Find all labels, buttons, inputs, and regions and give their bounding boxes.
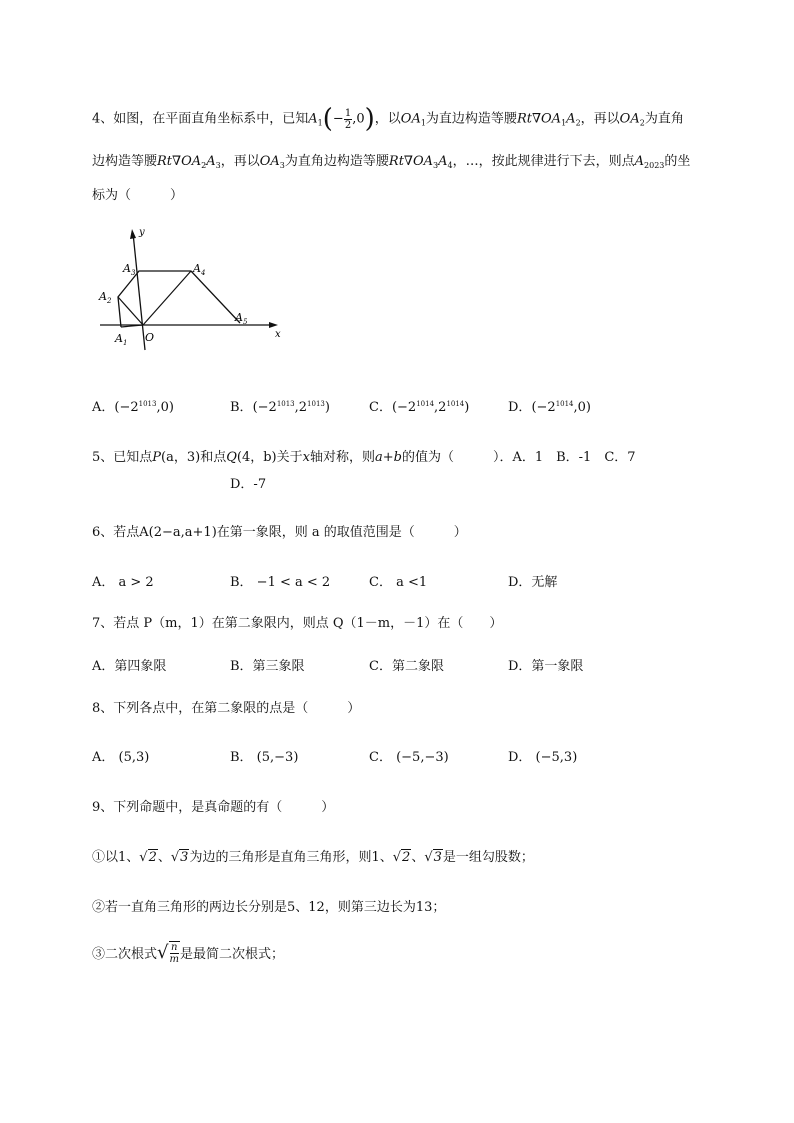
q4-option-d: [508, 396, 591, 415]
sub-a2023: 2023: [644, 161, 665, 170]
tri2-a: A: [206, 154, 216, 169]
paren-close: ): [364, 104, 375, 134]
q7-option-c: C．第二象限: [369, 659, 444, 674]
q5-p-args: (a，3)和点: [161, 450, 227, 465]
q4-line1-mid2: 为直边构造等腰: [425, 111, 517, 127]
s1-pre: ①以1、: [92, 850, 140, 865]
q8-option-d: D． (−5,3): [508, 750, 578, 765]
q5-mid: 轴对称，则: [309, 450, 375, 465]
point-q: Q: [226, 450, 237, 465]
opt-exp2: 1013: [307, 400, 325, 408]
tri2-s1: 2: [201, 161, 207, 170]
q4-line2-mid2: 为直角边构造等腰: [284, 154, 389, 169]
opt-exp: 1013: [276, 400, 295, 408]
q8-option-c: C． (−5,−3): [369, 750, 449, 765]
spiral-path: [118, 271, 240, 327]
sub-oa1: 1: [420, 118, 426, 128]
q4-line2-mid: ，再以: [220, 154, 260, 169]
q4-line1-mid: ，以: [374, 111, 401, 127]
label-a2-sub: 2: [107, 297, 112, 305]
coord-tail: ,0: [352, 111, 365, 127]
s1-sep2: 、: [411, 850, 425, 865]
opt-exp: 1013: [138, 400, 157, 408]
label-a2: A: [99, 290, 107, 303]
sub-oa3: 3: [279, 161, 285, 170]
q5-option-d: D．-7: [230, 477, 267, 492]
q5-line1: [92, 446, 636, 465]
q4-line2: [92, 150, 690, 170]
tri3-s2: 4: [447, 161, 453, 170]
q7-stem: 7、若点 P（m，1）在第二象限内，则点 Q（1－m，－1）在（ ）: [92, 616, 503, 631]
opt-tail: ,0): [156, 400, 174, 415]
q5-x: x: [302, 450, 310, 465]
opt-text: (−2: [114, 400, 139, 415]
s1-mid: 为边的三角形是直角三角形，则1、: [189, 850, 393, 865]
q4-line2-tail: ，…，按此规律进行下去，则点: [452, 154, 635, 169]
s3-pre: ③二次根式: [92, 947, 158, 962]
label-a1-sub: 1: [123, 339, 128, 347]
q6-stem: 6、若点A(2−a,a+1)在第一象限，则 a 的取值范围是（ ）: [92, 525, 467, 540]
oa3: OA: [259, 154, 280, 169]
opt-text: (−2: [531, 400, 556, 415]
sqrt-3: √3: [424, 850, 442, 865]
point-a1: A: [308, 111, 318, 127]
point-p: P: [152, 450, 162, 465]
q6-option-d: D．无解: [508, 575, 558, 590]
opt-tail: ,0): [573, 400, 591, 415]
q6-option-a: A． a > 2: [92, 575, 154, 590]
q4-figure: [95, 225, 295, 360]
q9-statement-2: ②若一直角三角形的两边长分别是5、12，则第三边长为13；: [92, 900, 446, 915]
tri1-s2: 2: [575, 118, 581, 128]
sqrt-3: √3: [170, 850, 189, 865]
coord-minus: −: [332, 111, 344, 127]
tri3-a: A: [438, 154, 448, 169]
label-y: y: [139, 227, 145, 238]
frac-den: 2: [344, 119, 352, 131]
q8-option-a: A． (5,3): [92, 750, 150, 765]
tri2: Rt∇OA: [157, 154, 202, 169]
opt-mid: ,2: [294, 400, 308, 415]
q4-line1: [92, 104, 684, 134]
q4-option-a: [92, 396, 174, 415]
q9-statement-1: [92, 846, 534, 865]
tri1-s1: 1: [561, 118, 567, 128]
q7-option-a: A．第四象限: [92, 659, 167, 674]
opt-tail: ): [324, 400, 330, 415]
q6-option-b: B． −1 < a < 2: [230, 575, 331, 590]
tri1: Rt∇OA: [516, 111, 562, 127]
q5-pre: 5、已知点: [92, 450, 153, 465]
q4-option-b: [230, 396, 330, 415]
frac-n-m: [169, 941, 180, 965]
sqrt-2: √2: [139, 850, 157, 865]
frac-num: n: [171, 942, 178, 953]
segment-o-a2: [118, 297, 143, 325]
q9-stem: 9、下列命题中，是真命题的有（ ）: [92, 800, 335, 815]
radicand: 3: [180, 850, 189, 865]
frac-den: m: [169, 954, 179, 965]
q4-line1-pre: 4、如图，在平面直角坐标系中，已知: [92, 111, 309, 127]
q7-option-d: D．第一象限: [508, 659, 584, 674]
tri2-s2: 3: [215, 161, 221, 170]
frac-num: 1: [344, 107, 352, 119]
q4-line2-end: 的坐: [664, 154, 691, 169]
label-o: O: [145, 331, 155, 344]
label-a4-sub: 4: [201, 269, 206, 277]
q7-option-b: B．第三象限: [230, 659, 305, 674]
q4-option-c: [369, 396, 469, 415]
opt-exp: 1014: [555, 400, 574, 408]
radicand: 2: [402, 850, 411, 865]
oa2: OA: [619, 111, 640, 127]
sub-oa2: 2: [639, 118, 645, 128]
opt-letter: A．: [92, 400, 115, 415]
opt-exp: 1014: [416, 400, 435, 408]
label-x: x: [275, 329, 281, 340]
q4-line1-tail: ，再以: [580, 111, 620, 127]
q8-stem: 8、下列各点中，在第二象限的点是（ ）: [92, 701, 361, 716]
opt-letter: C．: [369, 400, 392, 415]
fraction-half: [344, 108, 352, 131]
q4-line3: 标为（ ）: [92, 188, 184, 203]
opt-exp2: 1014: [446, 400, 465, 408]
label-a3-sub: 3: [131, 269, 136, 277]
opt-letter: B．: [230, 400, 253, 415]
s1-sep: 、: [157, 850, 171, 865]
sqrt-n-over-m: √ $\frac{n}{m}$: [157, 942, 179, 965]
radicand: 2: [148, 850, 157, 865]
q6-option-c: C． a <1: [369, 575, 428, 590]
segment-o-a4: [143, 271, 191, 325]
point-a2023: A: [634, 154, 645, 169]
q9-statement-3: [92, 941, 284, 965]
opt-letter: D．: [508, 400, 532, 415]
radicand: 3: [433, 850, 442, 865]
y-axis: [133, 233, 145, 350]
paren-open: (: [322, 104, 333, 134]
label-a5-sub: 5: [243, 318, 248, 326]
label-a5: A: [235, 311, 243, 324]
s1-end: 是一组勾股数；: [442, 850, 534, 865]
label-a4: A: [193, 262, 201, 275]
x-axis-arrow: [269, 322, 278, 328]
q8-option-b: B． (5,−3): [230, 750, 299, 765]
q5-tail: 的值为（ ）．A．1 B．-1 C．7: [401, 450, 636, 465]
label-a1: A: [115, 332, 123, 345]
q4-line2-pre: 边构造等腰: [92, 154, 158, 169]
tri3-s1: 3: [433, 161, 439, 170]
opt-text: (−2: [391, 400, 417, 415]
opt-tail: ): [464, 400, 470, 415]
s3-end: 是最简二次根式；: [179, 947, 284, 962]
q4-line1-end: 为直角: [644, 111, 684, 127]
oa1: OA: [400, 111, 421, 127]
q5-q-args: (4，b)关于: [236, 450, 303, 465]
y-axis-arrow: [130, 229, 136, 239]
tri3: Rt∇OA: [388, 154, 434, 169]
sqrt-2: √2: [392, 850, 411, 865]
q5-ab: a+b: [374, 450, 402, 465]
label-a3: A: [123, 262, 131, 275]
opt-text: (−2: [252, 400, 277, 415]
tri1-a: A: [566, 111, 576, 127]
opt-mid: ,2: [434, 400, 447, 415]
sub-a1: 1: [317, 118, 323, 128]
